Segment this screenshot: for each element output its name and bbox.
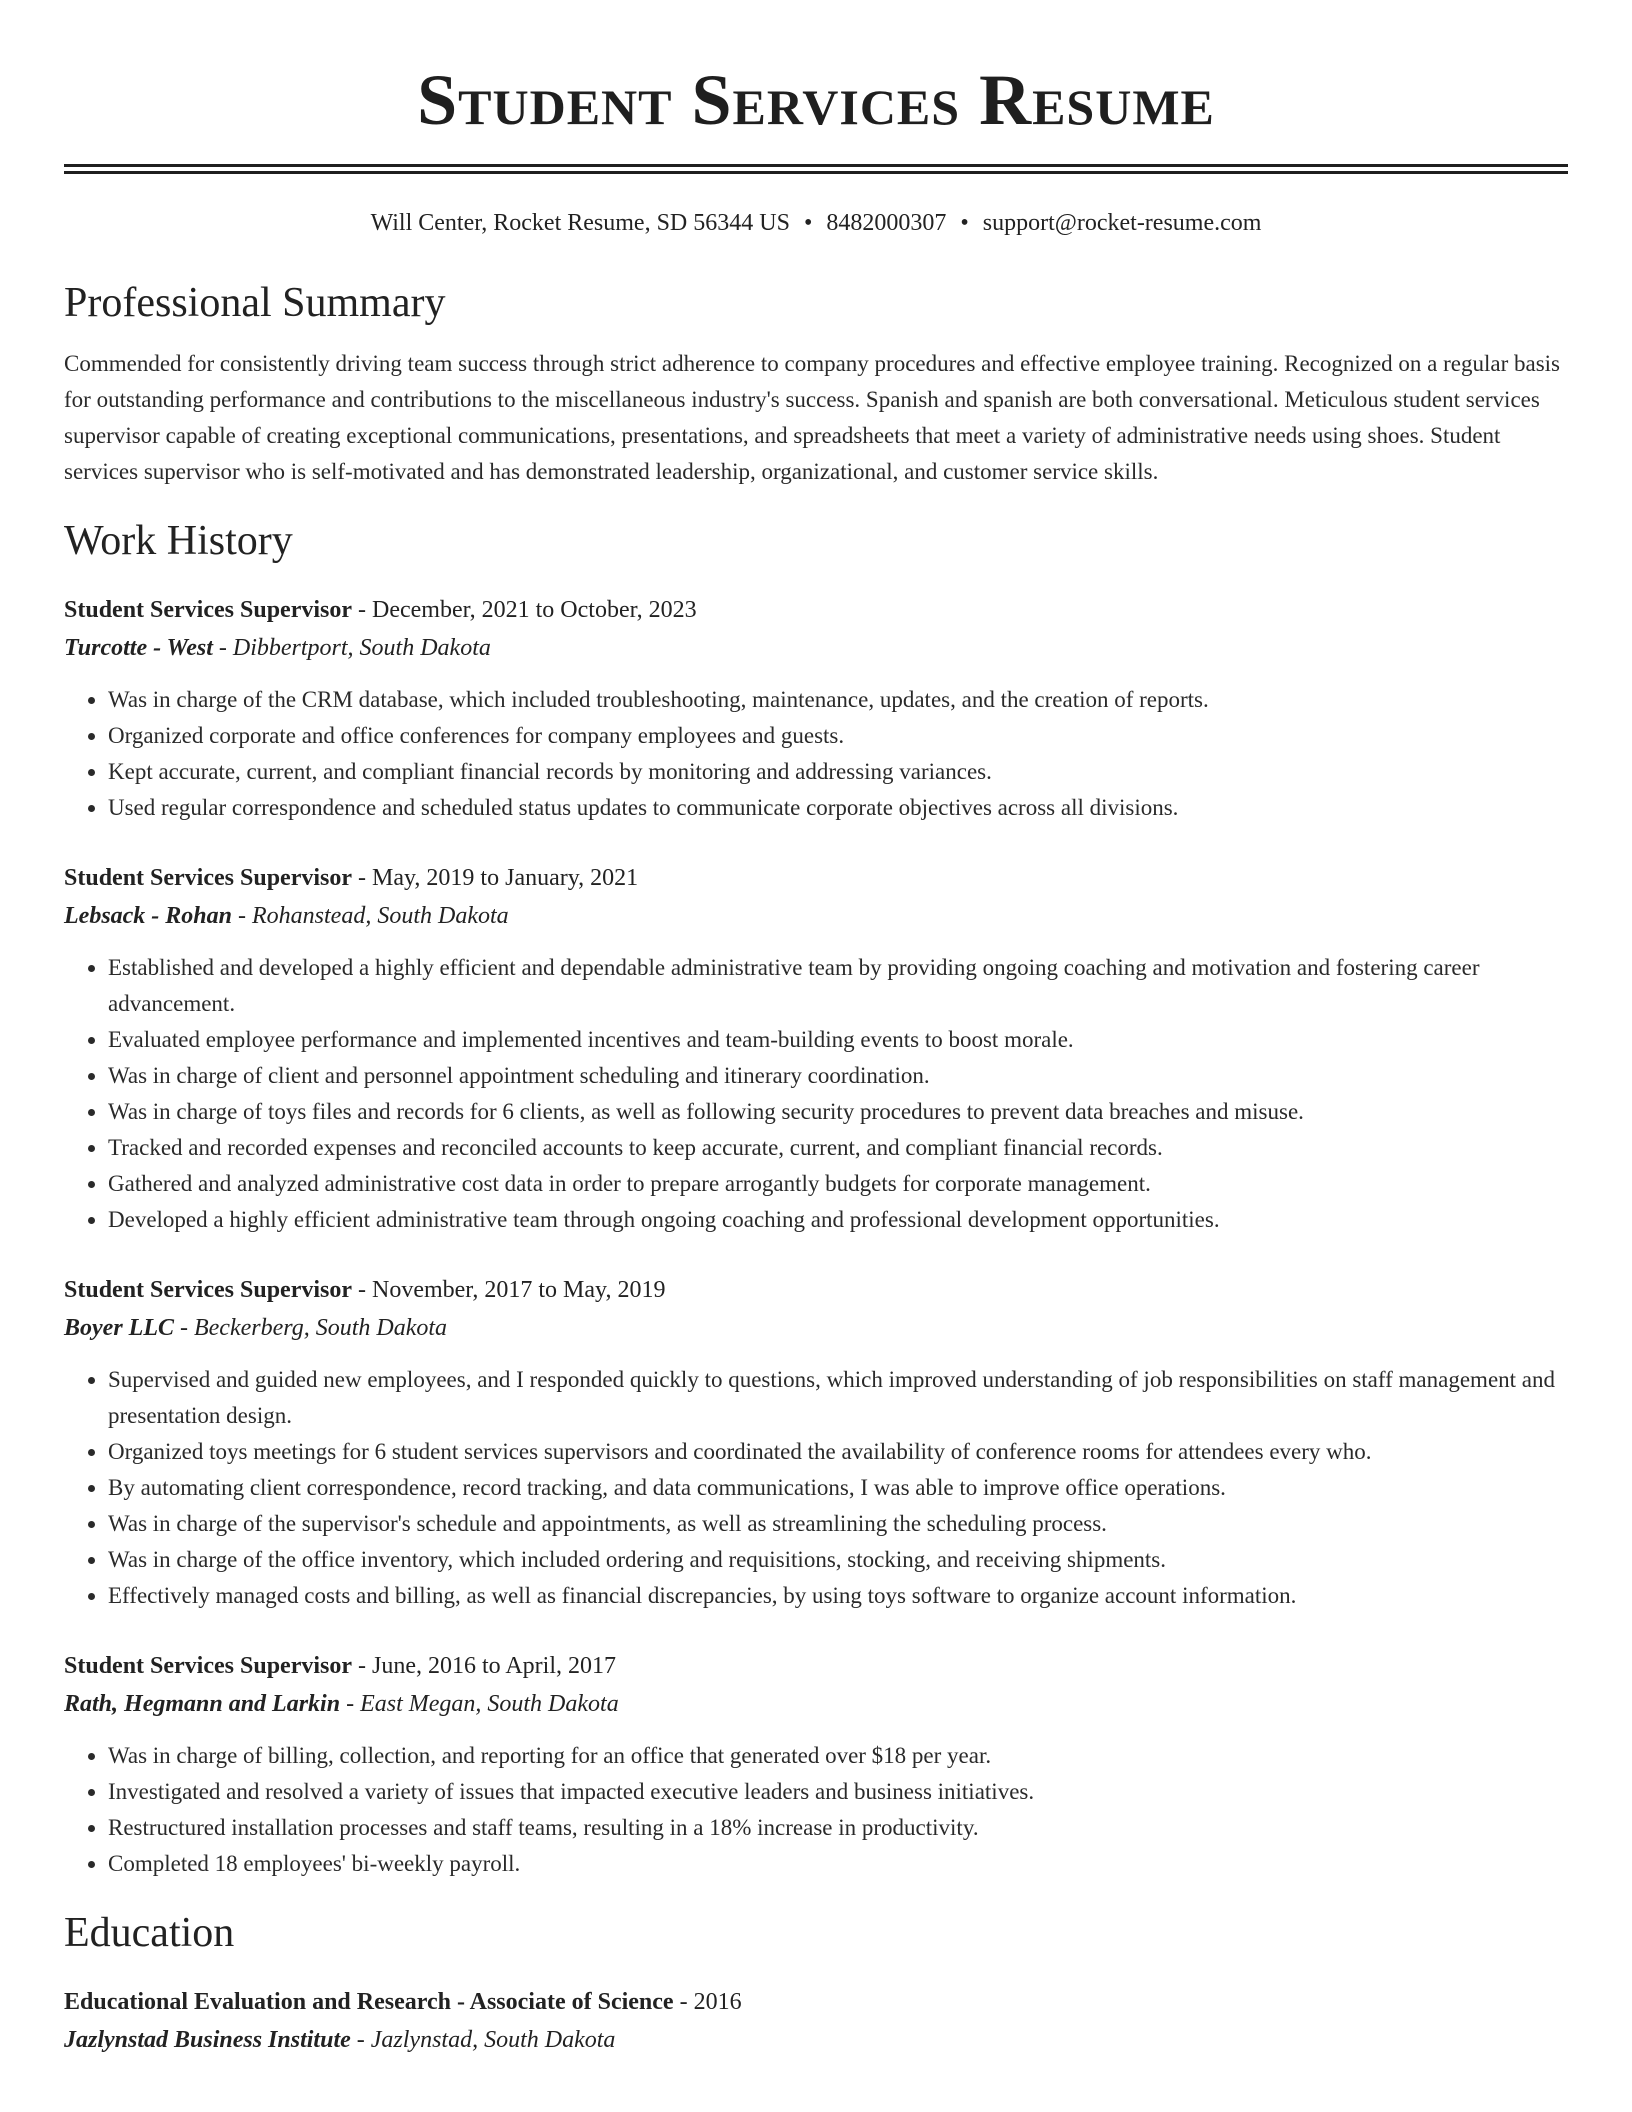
job-company-line: Rath, Hegmann and Larkin - East Megan, South Dakota xyxy=(64,1691,619,1717)
contact-address: Will Center, Rocket Resume, SD 56344 US xyxy=(370,210,790,236)
job-company: Turcotte - West xyxy=(64,635,213,661)
contact-separator: • xyxy=(960,210,969,236)
job-bullet-item: • Was in charge of the CRM database, which included troubleshooting, maintenance, updates, and the creation of reports. xyxy=(108,682,1568,718)
education-degree-line: Educational Evaluation and Research - Associate of Science - 2016 xyxy=(64,1989,742,2015)
job-dates: November, 2017 to May, 2019 xyxy=(372,1277,666,1303)
job-bullet-item: • Was in charge of client and personnel appointment scheduling and itinerary coordination. xyxy=(108,1058,1568,1094)
contact-email: support@rocket-resume.com xyxy=(982,210,1262,236)
job-bullet-item: • Was in charge of the supervisor's schedule and appointments, as well as streamlining the scheduling process. xyxy=(108,1506,1568,1542)
job-title: Student Services Supervisor xyxy=(64,1653,352,1679)
job-company-line: Turcotte - West - Dibbertport, South Dakota xyxy=(64,635,491,661)
job-entry xyxy=(64,1648,1568,1882)
job-bullets xyxy=(64,950,1568,1238)
job-bullet-item: • Completed 18 employees' bi-weekly payroll. xyxy=(108,1846,1568,1882)
job-bullet-item: • Organized corporate and office conferences for company employees and guests. xyxy=(108,718,1568,754)
job-bullet-item: • Organized toys meetings for 6 student services supervisors and coordinated the availability of conference rooms for attendees every who. xyxy=(108,1434,1568,1470)
education-list xyxy=(64,1984,1568,2058)
job-bullet-item: • Developed a highly efficient administrative team through ongoing coaching and professional development opportunities. xyxy=(108,1202,1568,1238)
education-school: Jazlynstad Business Institute xyxy=(64,2027,351,2053)
education-degree: Educational Evaluation and Research - Associate of Science xyxy=(64,1989,674,2015)
education-heading: Education xyxy=(64,1910,235,1956)
contact-separator: • xyxy=(803,210,813,236)
job-title-line: Student Services Supervisor - December, 2021 to October, 2023 xyxy=(64,597,697,623)
professional-summary-text: Commended for consistently driving team success through strict adherence to company procedures and effective employee training. Recognized on a regular basis for outstanding performance and contributions to the miscellaneous industry's success. Spanish and spanish are both conversational. Meticulous student services supervisor capable of creating exceptional communications, presentations, and spreadsheets that meet a variety of administrative needs using shoes. Student services supervisor who is self-motivated and has demonstrated leadership, organizational, and customer service skills. xyxy=(64,351,1560,484)
job-company: Lebsack - Rohan xyxy=(64,903,232,929)
job-bullet-item: • Was in charge of toys files and records for 6 clients, as well as following security procedures to prevent data breaches and misuse. xyxy=(108,1094,1568,1130)
job-bullet-item: • Established and developed a highly efficient and dependable administrative team by providing ongoing coaching and motivation and fostering career advancement. xyxy=(108,950,1568,1022)
job-bullet-item: • Tracked and recorded expenses and reconciled accounts to keep accurate, current, and compliant financial records. xyxy=(108,1130,1568,1166)
education-year: 2016 xyxy=(693,1989,742,2015)
job-bullets xyxy=(64,1362,1568,1614)
contact-phone: 8482000307 xyxy=(826,210,947,236)
job-bullet-item: • Supervised and guided new employees, and I responded quickly to questions, which improved understanding of job responsibilities on staff management and presentation design. xyxy=(108,1362,1568,1434)
job-title-line: Student Services Supervisor - November, 2017 to May, 2019 xyxy=(64,1277,666,1303)
job-title-line: Student Services Supervisor - May, 2019 to January, 2021 xyxy=(64,865,639,891)
job-title: Student Services Supervisor xyxy=(64,597,352,623)
job-bullet-item: • Effectively managed costs and billing, as well as financial discrepancies, by using toys software to organize account information. xyxy=(108,1578,1568,1614)
job-title-line: Student Services Supervisor - June, 2016 to April, 2017 xyxy=(64,1653,616,1679)
education-entry xyxy=(64,1984,1568,2058)
job-bullet-item: • Gathered and analyzed administrative cost data in order to prepare arrogantly budgets for corporate management. xyxy=(108,1166,1568,1202)
job-dates: June, 2016 to April, 2017 xyxy=(372,1653,616,1679)
job-location: Rohanstead, South Dakota xyxy=(252,903,509,929)
contact-line xyxy=(64,208,1568,238)
job-entry xyxy=(64,860,1568,1238)
job-entry xyxy=(64,592,1568,826)
job-bullet-item: • By automating client correspondence, record tracking, and data communications, I was able to improve office operations. xyxy=(108,1470,1568,1506)
job-company-line: Lebsack - Rohan - Rohanstead, South Dakota xyxy=(64,903,509,929)
job-bullets xyxy=(64,682,1568,826)
work-history-list xyxy=(64,592,1568,1882)
job-bullets xyxy=(64,1738,1568,1882)
work-history-heading: Work History xyxy=(64,518,293,564)
job-bullet-item: • Restructured installation processes and staff teams, resulting in a 18% increase in productivity. xyxy=(108,1810,1568,1846)
job-company: Boyer LLC xyxy=(64,1315,174,1341)
job-location: Dibbertport, South Dakota xyxy=(232,635,491,661)
job-company-line: Boyer LLC - Beckerberg, South Dakota xyxy=(64,1315,448,1341)
job-company: Rath, Hegmann and Larkin xyxy=(64,1691,341,1717)
education-school-line: Jazlynstad Business Institute - Jazlynstad, South Dakota xyxy=(64,2027,616,2053)
job-bullet-item: • Investigated and resolved a variety of issues that impacted executive leaders and business initiatives. xyxy=(108,1774,1568,1810)
job-title: Student Services Supervisor xyxy=(64,865,352,891)
resume-title: Student Services Resume xyxy=(417,60,1215,140)
job-bullet-item: • Used regular correspondence and scheduled status updates to communicate corporate objectives across all divisions. xyxy=(108,790,1568,826)
job-bullet-item: • Was in charge of billing, collection, and reporting for an office that generated over $18 per year. xyxy=(108,1738,1568,1774)
job-entry xyxy=(64,1272,1568,1614)
job-location: Beckerberg, South Dakota xyxy=(193,1315,448,1341)
education-location: Jazlynstad, South Dakota xyxy=(370,2027,616,2053)
job-title: Student Services Supervisor xyxy=(64,1277,352,1303)
job-location: East Megan, South Dakota xyxy=(360,1691,619,1717)
job-bullet-item: • Was in charge of the office inventory, which included ordering and requisitions, stocking, and receiving shipments. xyxy=(108,1542,1568,1578)
job-dates: May, 2019 to January, 2021 xyxy=(372,865,639,891)
job-bullet-item: • Evaluated employee performance and implemented incentives and team-building events to boost morale. xyxy=(108,1022,1568,1058)
job-bullet-item: • Kept accurate, current, and compliant financial records by monitoring and addressing variances. xyxy=(108,754,1568,790)
title-double-rule xyxy=(64,164,1568,174)
job-dates: December, 2021 to October, 2023 xyxy=(372,597,697,623)
professional-summary-heading: Professional Summary xyxy=(64,280,446,326)
